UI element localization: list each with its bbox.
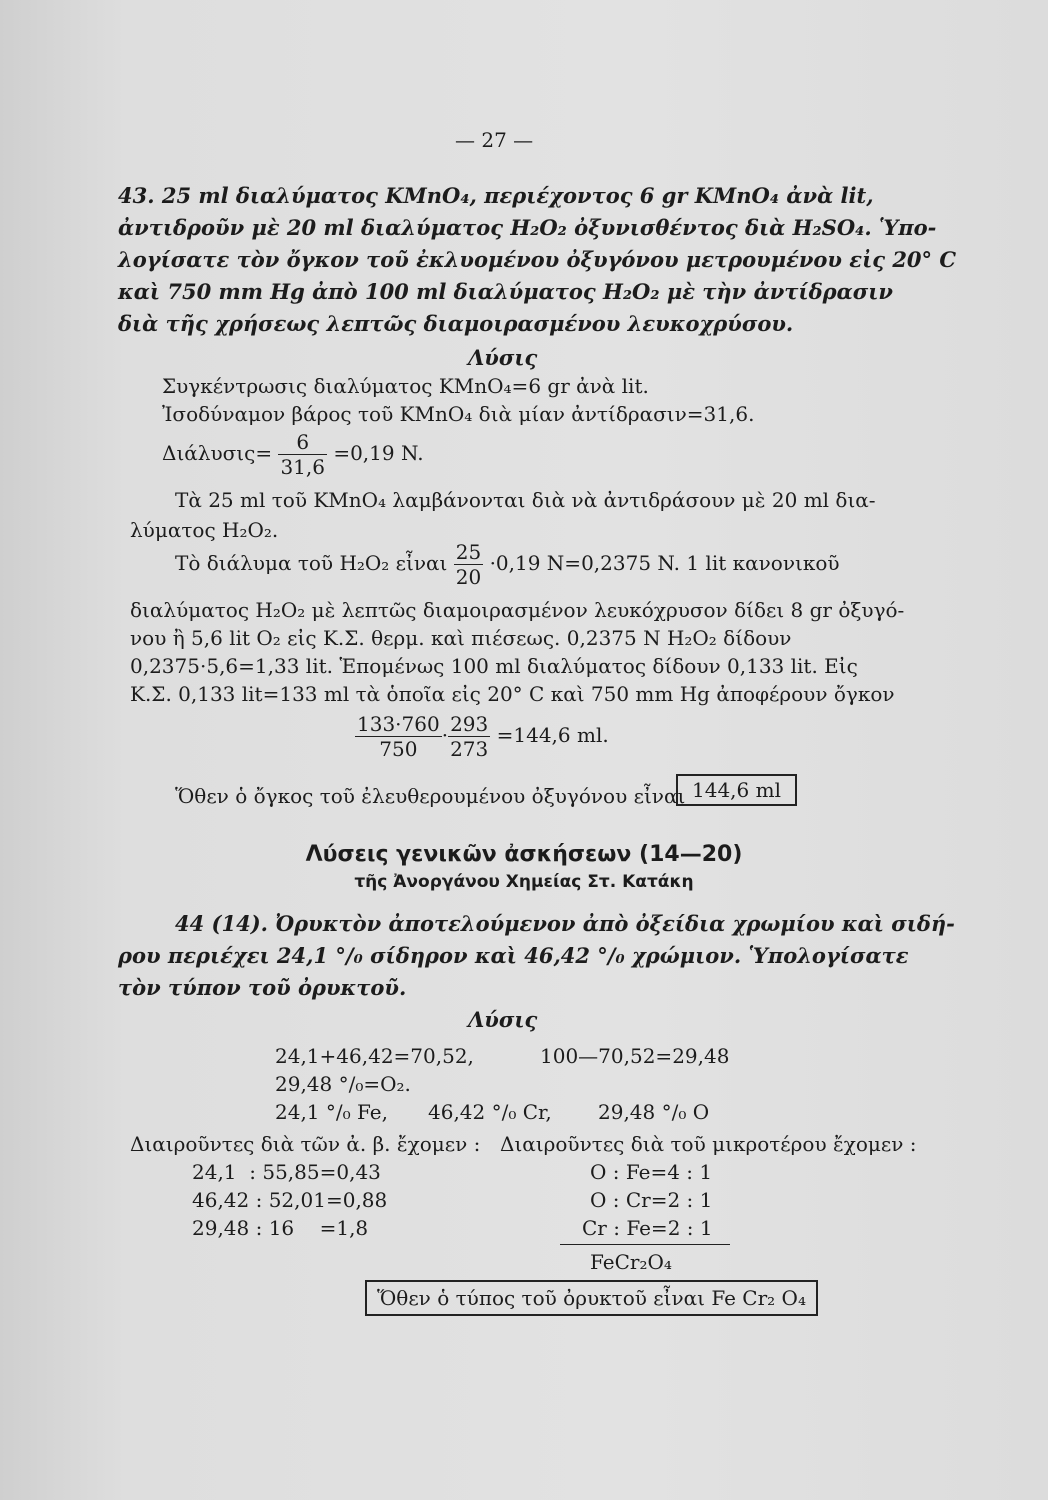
problem-44-line-1: 44 (14). Ὀρυκτὸν ἀποτελούμενον ἀπὸ ὀξείδια χρωμίου καὶ σιδή- (175, 911, 955, 936)
atomic-ratio-cr: 46,42 : 52,01=0,88 (192, 1188, 388, 1212)
problem-43-line-2: ἀντιδροῦν μὲ 20 ml διαλύματος H₂O₂ ὀξυνισθέντος διὰ H₂SO₄. Ὑπο- (118, 215, 937, 240)
normality-fraction (278, 430, 327, 479)
problem-43-line-4: καὶ 750 mm Hg ἀπὸ 100 ml διαλύματος H₂O₂ μὲ τὴν ἀντίδρασιν (118, 279, 893, 304)
iron-percentage: 24,1 °/₀ Fe, (275, 1100, 388, 1124)
paragraph-line-2: νου ἢ 5,6 lit O₂ εἰς Κ.Σ. θερμ. καὶ πιέσεως. 0,2375 N H₂O₂ δίδουν (130, 626, 792, 650)
normality-equation (162, 430, 424, 479)
difference-equation: 100—70,52=29,48 (540, 1044, 730, 1068)
oxygen-percentage: 29,48 °/₀=O₂. (275, 1072, 411, 1096)
volume-fraction-1 (355, 712, 442, 761)
problem-43-line-1: 43. 25 ml διαλύματος KMnO₄, περιέχοντος 6 gr KMnO₄ ἀνὰ lit, (118, 183, 874, 208)
ratio-o-cr: O : Cr=2 : 1 (590, 1188, 713, 1212)
h2o2-rest: ·0,19 N=0,2375 N. 1 lit κανονικοῦ (489, 551, 840, 575)
problem-44-line-2: ρου περιέχει 24,1 °/₀ σίδηρον καὶ 46,42 °/₀ χρώμιον. Ὑπολογίσατε (118, 943, 909, 968)
formula-answer-box: Ὅθεν ὁ τύπος τοῦ ὀρυκτοῦ εἶναι Fe Cr₂ O₄ (365, 1280, 818, 1316)
oxygen-percentage-2: 29,48 °/₀ O (598, 1100, 710, 1124)
h2o2-label: Τὸ διάλυμα τοῦ H₂O₂ εἶναι (175, 551, 448, 575)
solution-2-heading: Λύσις (468, 1007, 538, 1032)
solution-1-line-2: Ἰσοδύναμον βάρος τοῦ KMnO₄ διὰ μίαν ἀντίδρασιν=31,6. (162, 402, 755, 426)
problem-44-line-3: τὸν τύπον τοῦ ὀρυκτοῦ. (118, 975, 407, 1000)
paragraph-line-1: διαλύματος H₂O₂ μὲ λεπτῶς διαμοιρασμένον λευκόχρυσον δίδει 8 gr ὀξυγό- (130, 598, 905, 622)
volume-fraction-1-denominator: 750 (379, 737, 418, 761)
right-column-heading: Διαιροῦντες διὰ τοῦ μικροτέρου ἔχομεν : (500, 1132, 917, 1156)
problem-43-line-5: διὰ τῆς χρήσεως λεπτῶς διαμοιρασμένου λευκοχρύσου. (118, 311, 794, 336)
formula-rule (560, 1244, 730, 1245)
problem-43-line-3: λογίσατε τὸν ὄγκον τοῦ ἐκλυομένου ὀξυγόνου μετρουμένου εἰς 20° C (118, 247, 957, 272)
section-subtitle: τῆς Ἀνοργάνου Χημείας Στ. Κατάκη (354, 872, 694, 892)
oxygen-volume-answer-box: 144,6 ml (676, 774, 797, 806)
normality-denominator: 31,6 (280, 455, 325, 479)
volume-equation (355, 712, 609, 761)
multiply-dot: · (441, 723, 449, 747)
solution-1-line-1: Συγκέντρωσις διαλύματος KMnO₄=6 gr ἀνὰ lit. (162, 374, 649, 398)
paragraph-line-4: Κ.Σ. 0,133 lit=133 ml τὰ ὁποῖα εἰς 20° C καὶ 750 mm Hg ἀποφέρουν ὄγκον (130, 682, 895, 706)
h2o2-numerator: 25 (455, 540, 482, 564)
h2o2-equation (175, 540, 840, 589)
volume-fraction-2-denominator: 273 (450, 737, 489, 761)
normality-numerator: 6 (278, 430, 327, 455)
chromium-percentage: 46,42 °/₀ Cr, (428, 1100, 552, 1124)
ratio-o-fe: O : Fe=4 : 1 (590, 1160, 713, 1184)
h2o2-denominator: 20 (455, 565, 482, 589)
sum-equation: 24,1+46,42=70,52, (275, 1044, 474, 1068)
derived-formula: FeCr₂O₄ (590, 1250, 672, 1274)
atomic-ratio-o: 29,48 : 16 =1,8 (192, 1216, 369, 1240)
normality-result: =0,19 N. (333, 441, 424, 465)
solution-1-line-4b: λύματος H₂O₂. (130, 518, 279, 542)
page-number: — 27 — (455, 128, 534, 152)
volume-fraction-1-numerator: 133·760 (357, 712, 440, 736)
paragraph-line-3: 0,2375·5,6=1,33 lit. Ἑπομένως 100 ml διαλύματος δίδουν 0,133 lit. Εἰς (130, 654, 858, 678)
h2o2-fraction (454, 540, 483, 589)
solution-1-line-4a: Τὰ 25 ml τοῦ KMnO₄ λαμβάνονται διὰ νὰ ἀντιδράσουν μὲ 20 ml δια- (175, 488, 876, 512)
volume-result: =144,6 ml. (496, 723, 609, 747)
volume-fraction-2 (448, 712, 490, 761)
atomic-ratio-fe: 24,1 : 55,85=0,43 (192, 1160, 381, 1184)
normality-label: Διάλυσις= (162, 441, 273, 465)
left-column-heading: Διαιροῦντες διὰ τῶν ἀ. β. ἔχομεν : (130, 1132, 481, 1156)
oxygen-volume-text: Ὅθεν ὁ ὄγκος τοῦ ἐλευθερουμένου ὀξυγόνου εἶναι (175, 784, 686, 808)
ratio-cr-fe: Cr : Fe=2 : 1 (582, 1216, 713, 1240)
solution-1-heading: Λύσις (468, 345, 538, 370)
volume-fraction-2-numerator: 293 (450, 712, 489, 736)
section-title: Λύσεις γενικῶν ἀσκήσεων (14—20) (305, 842, 743, 867)
